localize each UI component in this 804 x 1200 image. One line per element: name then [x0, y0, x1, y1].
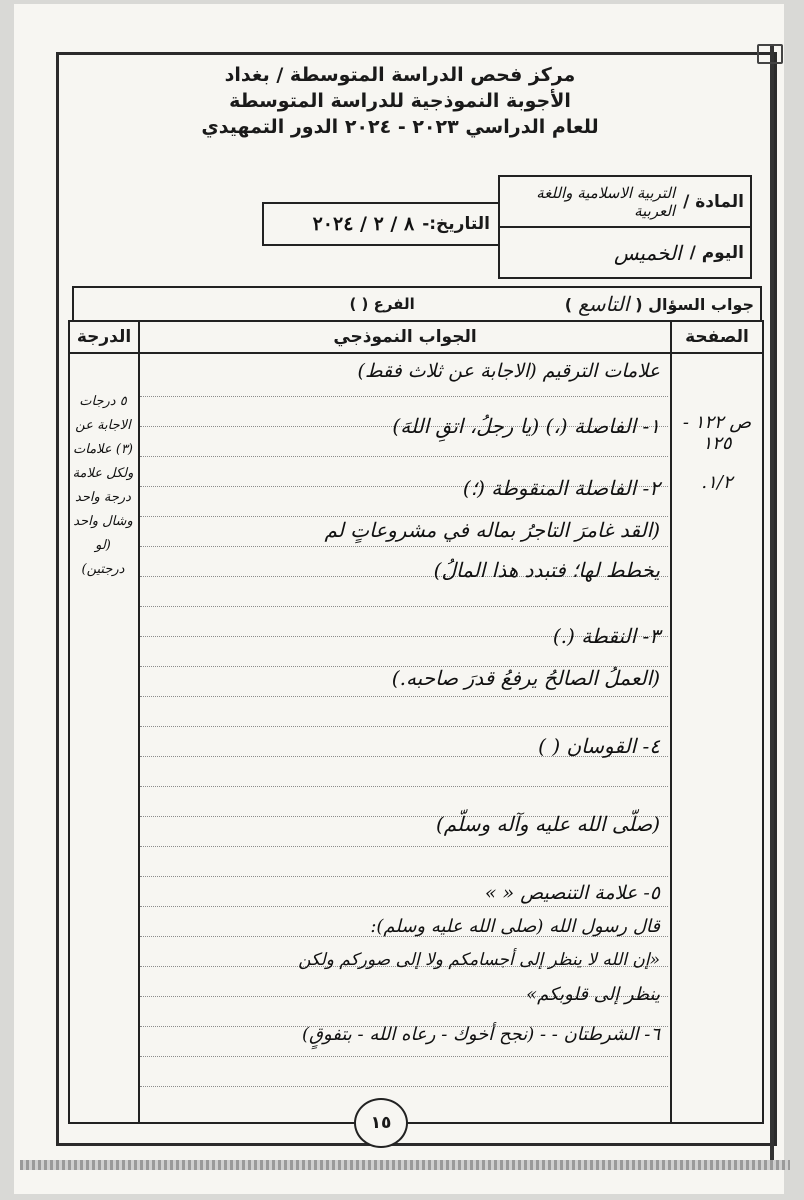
- grade-column-header: الدرجة: [70, 322, 138, 354]
- document-title: الأجوبة النموذجية للدراسة المتوسطة: [229, 90, 571, 112]
- scan-edge: [20, 1160, 790, 1170]
- rule-line: [140, 696, 668, 698]
- answer-line: (القد غامرَ التاجرُ بماله في مشروعاتٍ لم: [324, 518, 660, 542]
- rule-line: [140, 726, 668, 728]
- question-number: التاسع: [578, 292, 630, 316]
- frame-edge: [770, 44, 774, 1164]
- answer-line: علامات الترقيم (الاجابة عن ثلاث فقط): [357, 360, 660, 382]
- answer-line: (العملُ الصالحُ يرفعُ قدرَ صاحبه.): [391, 666, 660, 690]
- answer-line: ٣- النقطة (.): [552, 624, 660, 648]
- answer-table: [68, 320, 764, 1124]
- answer-line: ٢- الفاصلة المنقوطة (؛): [462, 476, 660, 500]
- grade-column-divider: [138, 322, 140, 1122]
- rule-line: [140, 1056, 668, 1058]
- question-bar: [72, 286, 762, 322]
- rule-line: [140, 786, 668, 788]
- subject-day-box: [498, 175, 752, 279]
- question-close: ): [564, 294, 573, 314]
- document-header: [140, 62, 660, 140]
- answer-line: يخطط لها؛ فتبدد هذا المالُ): [433, 558, 660, 582]
- grade-distribution-note: ٥ درجات الاجابة عن (٣) علامات ولكل علامة درجة واحد وشال واحد (لو درجتين): [72, 394, 134, 577]
- answer-line: ٦- الشرطتان - - (نجح أخوك - رعاه الله - بتفوقٍ): [301, 1024, 660, 1045]
- rule-line: [140, 546, 668, 548]
- rule-line: [140, 456, 668, 458]
- branch-label: الفرع ( ): [349, 295, 415, 313]
- answer-line: ٥- علامة التنصيص « »: [484, 882, 660, 904]
- date-value: ٨ / ٢ / ٢٠٢٤: [312, 213, 415, 235]
- answer-line: قال رسول الله (صلى الله عليه وسلم):: [370, 916, 660, 937]
- answer-line: ٤- القوسان ( ): [538, 734, 660, 758]
- page-reference: ص ١٢٢ - ١٢٥: [682, 412, 752, 454]
- answer-line: «إن الله لا ينظر إلى أجسامكم ولا إلى صوركم ولكن: [298, 950, 660, 970]
- exam-center: مركز فحص الدراسة المتوسطة / بغداد: [224, 64, 576, 86]
- rule-line: [140, 1086, 668, 1088]
- date-label: التاريخ:-: [422, 214, 490, 234]
- question-label: جواب السؤال (: [635, 294, 754, 314]
- rule-line: [140, 906, 668, 908]
- page-column-divider: [670, 322, 672, 1122]
- answer-line: ١- الفاصلة (،) (يا رجلُ، اتقِ اللهَ): [392, 414, 660, 438]
- corner-mark: [757, 44, 783, 64]
- subject-row: [500, 177, 750, 228]
- page-reference-part: ١/٢.: [701, 472, 733, 493]
- page-column-header: الصفحة: [672, 322, 762, 354]
- rule-line: [140, 846, 668, 848]
- rule-line: [140, 396, 668, 398]
- subject-value: التربية الاسلامية واللغة العربية: [536, 183, 676, 220]
- day-label: اليوم /: [689, 242, 744, 263]
- rule-line: [140, 606, 668, 608]
- date-box: [262, 202, 500, 246]
- academic-year: للعام الدراسي ٢٠٢٣ - ٢٠٢٤ الدور التمهيدي: [201, 116, 599, 138]
- answer-line: (صلّى الله عليه وآله وسلّم): [436, 812, 660, 836]
- rule-line: [140, 876, 668, 878]
- answer-line: ينظر إلى قلوبكم»: [526, 984, 660, 1005]
- day-row: [500, 228, 750, 277]
- day-value: الخميس: [613, 240, 682, 265]
- answer-column-header: الجواب النموذجي: [140, 322, 670, 354]
- subject-label: المادة /: [683, 191, 744, 212]
- page-number: ١٥: [354, 1098, 408, 1148]
